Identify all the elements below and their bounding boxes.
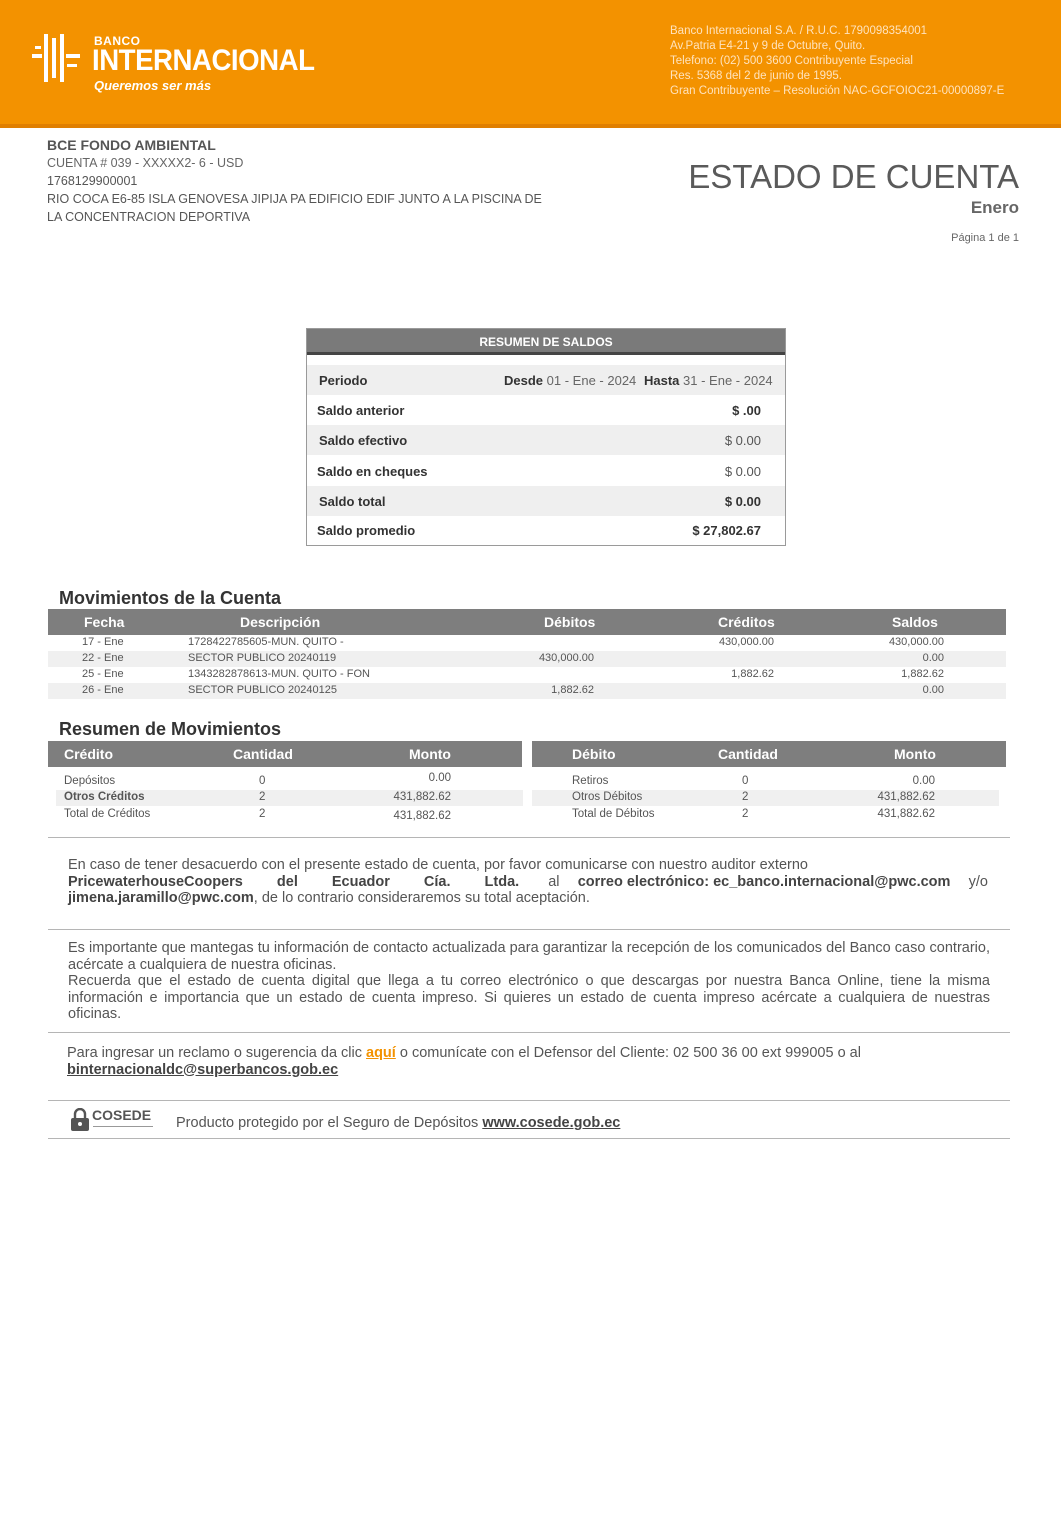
balance-label: Saldo efectivo (319, 433, 408, 448)
bank-info-line: Gran Contribuyente – Resolución NAC-GCFOIOC21-00000897-E (670, 85, 1005, 97)
col-header-cantidad: Cantidad (718, 746, 778, 762)
balance-label: Saldo total (319, 494, 386, 509)
balance-row (307, 515, 785, 545)
cell-debito: 1,882.62 (551, 684, 594, 696)
claim-email-link[interactable]: binternacionaldc@superbancos.gob.ec (67, 1061, 339, 1078)
period-from-label: Desde (504, 373, 544, 388)
logo-name-text: INTERNACIONAL (92, 44, 315, 77)
period-to-label: Hasta (644, 373, 680, 388)
cell-saldo: 0.00 (922, 652, 944, 664)
cell-credito: 1,882.62 (731, 668, 774, 680)
auditor-email-2-link[interactable]: jimena.jaramillo@pwc.com (68, 890, 254, 906)
logo-tagline: Queremos ser más (94, 78, 212, 93)
col-header-fecha: Fecha (84, 614, 125, 630)
col-header-saldos: Saldos (892, 614, 938, 630)
cell-monto: 431,882.62 (877, 808, 935, 820)
bank-logo-icon (32, 34, 82, 82)
debit-summary-row (532, 774, 999, 790)
cosede-notice (176, 1115, 620, 1131)
cell-tipo: Retiros (572, 775, 609, 787)
claim-text-2: o comunícate con el Defensor del Cliente: 02 500 36 00 ext 999005 o al (395, 1045, 861, 1061)
cell-tipo: Total de Créditos (64, 808, 151, 820)
cell-monto: 431,882.62 (393, 791, 451, 803)
cell-monto: 431,882.62 (877, 791, 935, 803)
cell-fecha: 17 - Ene (82, 636, 124, 648)
debit-summary-row (532, 790, 999, 806)
document-title-block (688, 158, 1019, 244)
auditor-text: En caso de tener desacuerdo con el presente estado de cuenta, por favor comunicarse con nuestro auditor externo (68, 857, 808, 873)
col-header-debitos: Débitos (544, 614, 596, 630)
balance-value: $ 0.00 (724, 433, 761, 448)
divider (48, 1100, 1010, 1101)
contact-text-1: Es importante que mantegas tu información de contacto actualizada para garantizar la recepción de los comunicados del Banco caso contrario, acércate a cualquiera de nuestra oficinas. (68, 940, 990, 973)
cell-cantidad: 0 (259, 775, 266, 787)
balance-summary-title: RESUMEN DE SALDOS (307, 329, 785, 355)
cell-fecha: 22 - Ene (82, 652, 124, 664)
balance-summary (306, 328, 786, 546)
balance-value: $ 0.00 (724, 494, 761, 509)
period-from-value: 01 - Ene - 2024 (546, 373, 637, 388)
claim-line-1 (67, 1045, 985, 1062)
col-header-descripcion: Descripción (240, 614, 321, 630)
period-row (307, 365, 785, 395)
credit-summary-row (56, 790, 523, 806)
col-header-creditos: Créditos (718, 614, 775, 630)
client-block (47, 136, 547, 226)
cell-cantidad: 2 (742, 791, 749, 803)
bank-info (670, 24, 1050, 99)
client-address-line: RIO COCA E6-85 ISLA GENOVESA JIPIJA PA EDIFICIO EDIF JUNTO A LA PISCINA DE (47, 192, 542, 206)
cell-descripcion: 1728422785605-MUN. QUITO - (188, 636, 344, 648)
cell-cantidad: 2 (742, 808, 749, 820)
period-from (504, 373, 636, 388)
auditor-firm-words (68, 874, 530, 891)
contact-text-2: Recuerda que el estado de cuenta digital que llega a tu correo electrónico o que descargas por nuestra Banca Online, tiene la misma información e importancia que un estado de cuenta impreso. Si quieres un estado de cuenta impreso acércate a cualquiera de nuestras oficinas. (68, 973, 990, 1022)
divider (48, 929, 1010, 930)
cell-tipo: Otros Débitos (572, 791, 643, 803)
cell-descripcion: SECTOR PUBLICO 20240125 (188, 684, 337, 696)
client-account: CUENTA # 039 - XXXXX2- 6 - USD (47, 156, 244, 170)
bank-info-line: Telefono: (02) 500 3600 Contribuyente Especial (670, 55, 913, 67)
col-header-debito: Débito (572, 746, 616, 762)
divider (48, 1032, 1010, 1033)
cell-descripcion: 1343282878613-MUN. QUITO - FON (188, 668, 370, 680)
balance-row (307, 486, 785, 516)
auditor-line-2 (68, 874, 988, 891)
client-address-line: LA CONCENTRACION DEPORTIVA (47, 210, 251, 224)
balance-label: Saldo promedio (317, 523, 416, 538)
cell-saldo: 1,882.62 (901, 668, 944, 680)
client-ruc: 1768129900001 (47, 174, 138, 188)
auditor-yo: y/o (968, 873, 988, 890)
cell-saldo: 0.00 (922, 684, 944, 696)
auditor-firm: PricewaterhouseCoopers del Ecuador Cía. Ltda. (68, 873, 520, 890)
col-header-monto: Monto (409, 746, 451, 762)
bank-info-line: Res. 5368 del 2 de junio de 1995. (670, 70, 842, 82)
cell-monto: 0.00 (912, 775, 935, 787)
table-row (48, 667, 1006, 683)
auditor-line-3 (68, 890, 988, 907)
period-label: Periodo (319, 373, 368, 388)
balance-row (307, 395, 785, 425)
divider (48, 1138, 1010, 1139)
auditor-email-link[interactable]: correo electrónico: ec_banco.internacional@pwc.com (577, 873, 951, 890)
header-band (0, 0, 1061, 128)
cell-tipo: Otros Créditos (64, 791, 145, 803)
claim-line-2 (67, 1062, 985, 1079)
movements-title: Movimientos de la Cuenta (59, 588, 282, 608)
cell-cantidad: 2 (259, 791, 266, 803)
cell-credito: 430,000.00 (718, 636, 774, 648)
bank-info-line: Av.Patria E4-21 y 9 de Octubre, Quito. (670, 40, 866, 52)
cosede-logo-text: COSEDE (92, 1107, 152, 1123)
credit-summary-header (48, 741, 522, 767)
cell-monto: 431,882.62 (393, 810, 451, 822)
document-title: ESTADO DE CUENTA (688, 158, 1019, 195)
cell-fecha: 26 - Ene (82, 684, 124, 696)
movements-summary-title: Resumen de Movimientos (59, 719, 282, 739)
bank-info-line: Banco Internacional S.A. / R.U.C. 1790098354001 (670, 25, 928, 37)
document-month: Enero (970, 198, 1019, 217)
page-number: Página 1 de 1 (951, 232, 1019, 244)
cosede-text: Producto protegido por el Seguro de Depósitos (176, 1115, 483, 1131)
auditor-end: , de lo contrario consideraremos su total aceptación. (253, 890, 590, 906)
col-header-cantidad: Cantidad (233, 746, 293, 762)
movements-table-header (48, 609, 1006, 635)
balance-label: Saldo en cheques (317, 464, 428, 479)
table-row (48, 635, 1006, 651)
bank-logo (32, 30, 315, 100)
table-row (48, 683, 1006, 699)
lock-icon (70, 1108, 90, 1132)
balance-row (307, 425, 785, 455)
cell-descripcion: SECTOR PUBLICO 20240119 (188, 652, 337, 664)
period-to-value: 31 - Ene - 2024 (683, 373, 773, 388)
cell-debito: 430,000.00 (538, 652, 594, 664)
debit-summary-row (532, 807, 999, 823)
claim-text-1: Para ingresar un reclamo o sugerencia da clic (67, 1045, 367, 1061)
balance-label: Saldo anterior (317, 403, 405, 418)
cell-saldo: 430,000.00 (888, 636, 944, 648)
cell-cantidad: 2 (259, 808, 266, 820)
credit-summary-row (56, 807, 523, 823)
auditor-notice (68, 857, 988, 907)
debit-summary-header (532, 741, 1006, 767)
balance-value: $ 27,802.67 (692, 523, 761, 538)
claim-notice (67, 1045, 985, 1078)
contact-notice (68, 940, 990, 1023)
balance-row (307, 456, 785, 486)
cell-monto: 0.00 (428, 772, 451, 784)
auditor-al: al (548, 873, 560, 890)
period-to (644, 373, 773, 388)
cosede-link[interactable]: www.cosede.gob.ec (482, 1115, 621, 1131)
col-header-monto: Monto (894, 746, 936, 762)
cell-fecha: 25 - Ene (82, 668, 124, 680)
logo-banco-text: BANCO (94, 34, 141, 48)
balance-value: $ .00 (732, 403, 761, 418)
cell-cantidad: 0 (742, 775, 749, 787)
claim-here-link[interactable]: aquí (366, 1045, 396, 1061)
cosede-logo (68, 1106, 158, 1136)
cell-tipo: Depósitos (64, 775, 116, 787)
col-header-credito: Crédito (64, 746, 113, 762)
cell-tipo: Total de Débitos (572, 808, 655, 820)
cosede-logo-underline (93, 1126, 153, 1127)
table-row (48, 651, 1006, 667)
client-name: BCE FONDO AMBIENTAL (47, 137, 216, 153)
balance-value: $ 0.00 (724, 464, 761, 479)
divider (48, 837, 1010, 838)
credit-summary-row (56, 774, 523, 790)
